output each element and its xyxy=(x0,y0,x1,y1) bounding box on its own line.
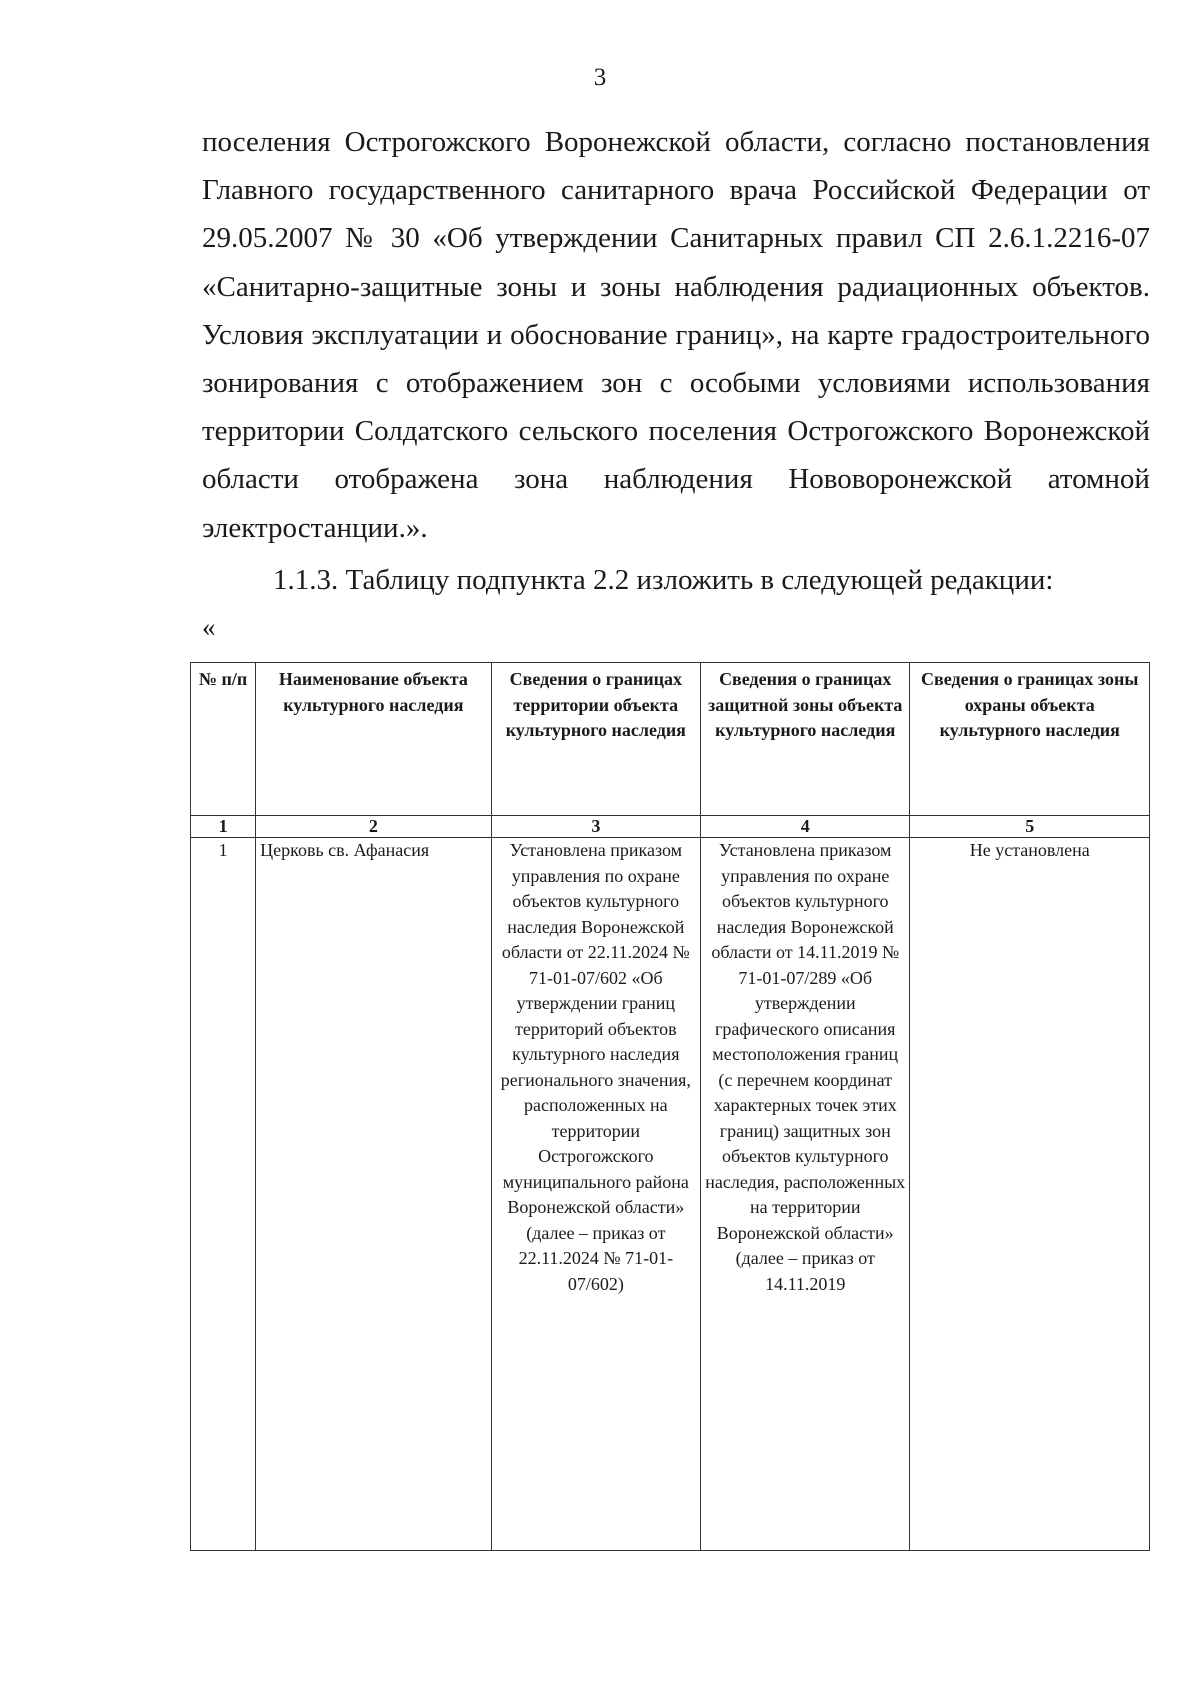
protection-zone-info: Не установлена xyxy=(910,838,1150,1551)
column-number: 3 xyxy=(491,816,700,838)
header-object-name: Наименование объекта культурного наследия xyxy=(256,663,491,816)
table-row xyxy=(191,838,1150,1551)
word: отображена xyxy=(334,463,479,496)
word: атомной xyxy=(1047,463,1150,496)
paragraph-line: территории Солдатского сельского поселения Острогожского Воронежской xyxy=(202,415,1150,448)
header-protective-zone: Сведения о границах защитной зоны объекта культурного наследия xyxy=(701,663,910,816)
column-number: 5 xyxy=(910,816,1150,838)
table-header-row xyxy=(191,663,1150,816)
column-number: 2 xyxy=(256,816,491,838)
header-number: № п/п xyxy=(191,663,256,816)
page-number: 3 xyxy=(593,64,607,91)
column-number-row xyxy=(191,816,1150,838)
paragraph-line: Главного государственного санитарного врача Российской Федерации от xyxy=(202,174,1150,207)
body-paragraph xyxy=(202,118,1150,552)
paragraph-line: «Санитарно-защитные зоны и зоны наблюдения радиационных объектов. xyxy=(202,270,1150,303)
paragraph-line: электростанции.». xyxy=(202,511,428,544)
paragraph-line: 29.05.2007 № 30 «Об утверждении Санитарных правил СП 2.6.1.2216-07 xyxy=(202,222,1150,255)
paragraph-line: Условия эксплуатации и обоснование границ», на карте градостроительного xyxy=(202,318,1150,351)
paragraph-line: поселения Острогожского Воронежской области, согласно постановления xyxy=(202,126,1150,158)
word: области xyxy=(202,463,299,496)
protective-zone-info: Установлена приказом управления по охране объектов культурного наследия Воронежской области от 14.11.2019 № 71-01-07/289 «Об утверждении графического описания местоположения границ (с перечнем координат характерных точек этих границ) защитных зон объектов культурного наследия, расположенных на территории Воронежской области» (далее – приказ от 14.11.2019 xyxy=(701,838,910,1551)
column-number: 1 xyxy=(191,816,256,838)
row-number: 1 xyxy=(191,838,256,1551)
heritage-table xyxy=(190,662,1150,1551)
word: зона xyxy=(513,463,569,496)
paragraph-line: зонирования с отображением зон с особыми условиями использования xyxy=(202,367,1150,400)
column-number: 4 xyxy=(701,816,910,838)
header-territory-bounds: Сведения о границах территории объекта культурного наследия xyxy=(491,663,700,816)
object-name: Церковь св. Афанасия xyxy=(256,838,491,1551)
word: Нововоронежской xyxy=(788,463,1013,496)
paragraph-line xyxy=(202,455,1150,503)
word: наблюдения xyxy=(603,463,753,496)
table-instruction: 1.1.3. Таблицу подпункта 2.2 изложить в следующей редакции: xyxy=(273,564,1054,596)
opening-quote-mark: « xyxy=(202,612,216,642)
territory-info: Установлена приказом управления по охране объектов культурного наследия Воронежской области от 22.11.2024 № 71-01-07/602 «Об утверждении границ территорий объектов культурного наследия регионального значения, расположенных на территории Острогожского муниципального района Воронежской области» (далее – приказ от 22.11.2024 № 71-01-07/602) xyxy=(491,838,700,1551)
header-protection-zone: Сведения о границах зоны охраны объекта культурного наследия xyxy=(910,663,1150,816)
